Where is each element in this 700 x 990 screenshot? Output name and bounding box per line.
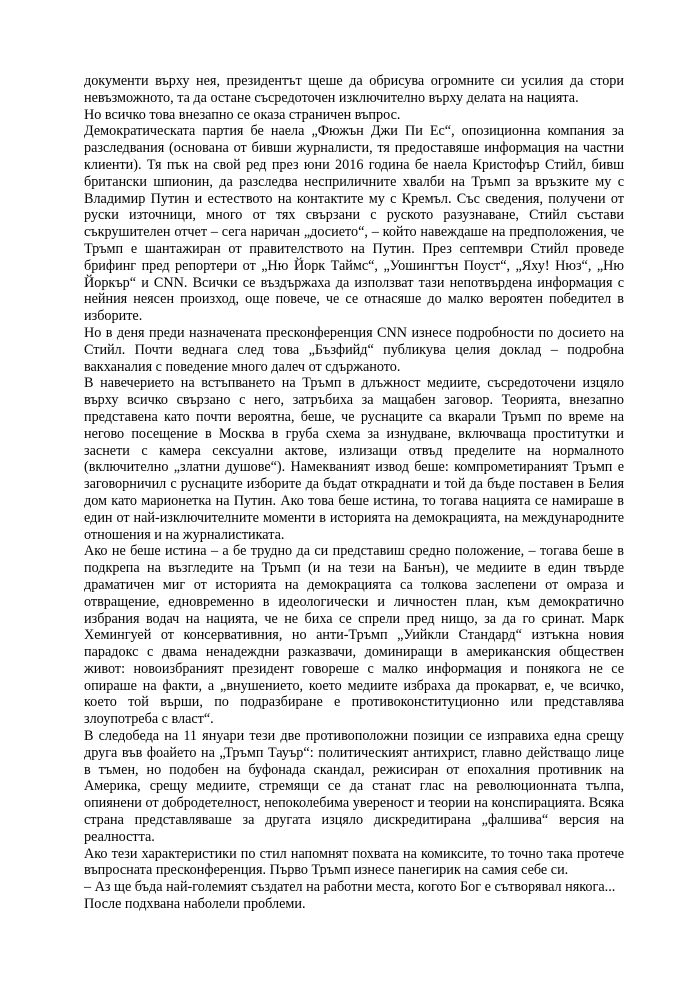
paragraph-conspiracy-theory: В навечерието на встъпването на Тръмп в длъжност медиите, съсредоточени изцяло върху всичко свързано с него, затръбиха за мащабен заговор. Теорията, внезапно представена като почти вероятна, беше, че руснаците са вкарали Тръмп по време на негово посещение в Москва в груба схема за изнудване, включваща проститутки и заснети с камера сексуални актове, излизащи отвъд пределите на нормалното (включително „златни душове“). Намекваният извод беше: компрометираният Тръмп е заговорничил с руснаците изборите да бъдат откраднати и той да бъде поставен в Белия дом като марионетка на Путин. Ако това беше истина, то тогава нацията се намираше в един от най-изключителните моменти в историята на демокрацията, на международните отношения и на журналистиката. (84, 375, 624, 543)
paragraph-steele-dossier: Демократическата партия бе наела „Фюжън Джи Пи Ес“, опозиционна компания за разследвания (основана от бивши журналисти, тя предоставяше информация на частни клиенти). Тя пък на свой ред през юни 2016 година бе наела Кристофър Стийл, бивш британски шпионин, да разследва несприличните хвалби на Тръмп за връзките му с Владимир Путин и естеството на контактите му с Кремъл. Със сведения, получени от руски източници, много от тях свързани с руското разузнаване, Стийл състави съкрушителен отчет – сега наричан „досието“, – който навеждаше на предположения, че Тръмп е шантажиран от правителството на Путин. През септември Стийл проведе брифинг пред репортери от „Ню Йорк Таймс“, „Уошингтън Поуст“, „Яху! Нюз“, „Ню Йоркър“ и CNN. Всички се въздържаха да използват тази непотвърдена информация с нейния неясен произход, още повече, че се отнасяше до малко вероятен победител в изборите. (84, 123, 624, 325)
paragraph-closing: После подхвана наболели проблеми. (84, 896, 306, 913)
paragraph-continuation: документи върху нея, президентът щеше да обрисува огромните си усилия да стори невъзможното, та да остане съсредоточен изключително върху делата на нацията. (84, 73, 624, 106)
paragraph-cnn-buzzfeed: Но в деня преди назначената пресконференция CNN изнесе подробности по досието на Стийл. Почти веднага след това „Бъзфийд“ публикува целия доклад – подробна вакханалия с поведение много далеч от сдържаното. (84, 324, 624, 375)
body-text (84, 73, 624, 913)
paragraph-side-question: Но всичко това внезапно се оказа страничен въпрос. (84, 106, 401, 123)
paragraph-quote: – Аз ще бъда най-големият създател на работни места, когото Бог е сътворявал някога... (84, 879, 616, 896)
paragraph-press-conference: Ако тези характеристики по стил напомнят похвата на комиксите, то точно така протече въпросната пресконференция. Първо Тръмп изнесе панегирик на самия себе си. (84, 845, 624, 879)
paragraph-trump-tower: В следобеда на 11 януари тези две противоположни позиции се изправиха една срещу друга във фоайето на „Тръмп Тауър“: политическият антихрист, главно действащо лице в тъмен, но подобен на буфонада скандал, режисиран от епохалния противник на Америка, срещу медиите, стремящи се да станат глас на революционната тълпа, опиянени от добродетелност, непоколебима увереност и теории на конспирацията. Всяка страна представляваше за другата изцяло дискредитирана „фалшива“ версия на реалността. (84, 728, 624, 845)
paragraph-hemingway: Ако не беше истина – а бе трудно да си представиш средно положение, – тогава беше в подкрепа на възгледите на Тръмп (и на тези на Банън), че медиите в един твърде драматичен миг от историята на демокрацията са толкова заслепени от омраза и отвращение, едновременно в идеологически и личностен план, към демократично избрания водач на нацията, че не биха се спрели пред нищо, за да го сринат. Марк Хемингуей от консервативния, но анти-Тръмп „Уийкли Стандард“ изтъкна новия парадокс с двама ненадеждни разказвачи, доминиращи в американския обществен живот: новоизбраният президент говореше с малко информация и понякога не се опираше на факти, а „внушението, което медиите избраха да прокарват, е, че всичко, което той върши, по подразбиране е противоконституционно или представлява злоупотреба с власт“. (84, 543, 624, 728)
